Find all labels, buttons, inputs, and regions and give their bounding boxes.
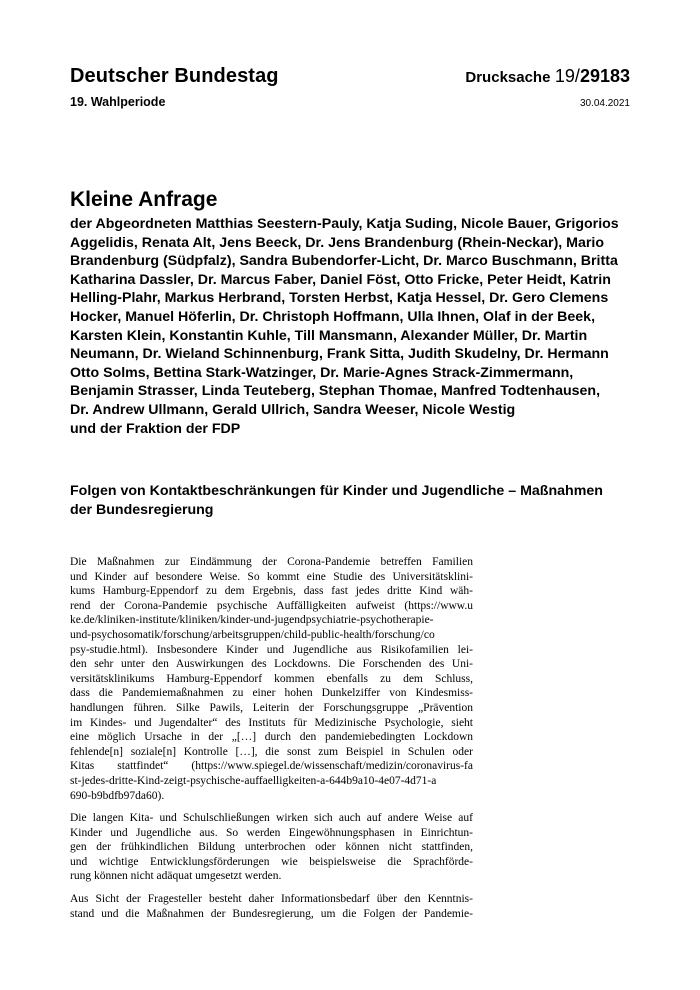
authors-line: Brandenburg (Südpfalz), Sandra Bubendorfer-Licht, Dr. Marco Buschmann, Britta <box>70 253 618 270</box>
authors-line: Dr. Andrew Ullmann, Gerald Ullrich, Sandra Weeser, Nicole Westig <box>70 401 516 418</box>
legislative-period: 19. Wahlperiode <box>70 95 166 109</box>
text-line: gen der frühkindlichen Bildung unterbrochen oder können nicht stattfinden, <box>70 841 473 854</box>
authors-line: Helling-Plahr, Markus Herbrand, Torsten Herbst, Katja Hessel, Dr. Gero Clemens <box>70 290 609 307</box>
text-line: handlungen führen. Silke Pawils, Leiterin der Forschungsgruppe „Prävention <box>70 701 473 714</box>
text-line: rend der Corona-Pandemie psychische Auffälligkeiten aufweist (https://www.u <box>70 599 473 612</box>
authors-line: Otto Solms, Bettina Stark-Watzinger, Dr. Marie-Agnes Strack-Zimmermann, <box>70 364 574 381</box>
text-line: und-psychosomatik/forschung/arbeitsgruppen/child-public-health/forschung/co <box>70 628 435 641</box>
authors-line: Hocker, Manuel Höferlin, Dr. Christoph Hoffmann, Ulla Ihnen, Olaf in der Beek, <box>70 308 596 325</box>
text-line: Aus Sicht der Fragesteller besteht daher Informationsbedarf über den Kenntnis- <box>70 893 473 906</box>
text-line: 690-b9bdfb97da60). <box>70 789 165 802</box>
authors-line: und der Fraktion der FDP <box>70 420 241 437</box>
parliament-title: Deutscher Bundestag <box>70 65 279 87</box>
text-line: stand und die Maßnahmen der Bundesregierung, um die Folgen der Pandemie- <box>70 907 473 920</box>
authors-line: Karsten Klein, Konstantin Kuhle, Till Mansmann, Alexander Müller, Dr. Martin <box>70 327 588 344</box>
authors-block <box>70 215 632 438</box>
paragraph <box>70 811 473 884</box>
document-date: 30.04.2021 <box>579 98 630 109</box>
text-line: versitätsklinikums Hamburg-Eppendorf kommen ebenfalls zu dem Schluss, <box>70 672 473 685</box>
drucksache-prefix: 19/ <box>554 66 580 86</box>
text-line: ke.de/kliniken-institute/kliniken/kinder-und-jugendpsychiatrie-psychotherapie- <box>70 614 434 627</box>
document-type-heading: Kleine Anfrage <box>70 188 218 211</box>
authors-line: Neumann, Dr. Wieland Schinnenburg, Frank Sitta, Judith Skudelny, Dr. Hermann <box>70 346 609 363</box>
subject-heading <box>70 482 640 519</box>
authors-line: Katharina Dassler, Dr. Marcus Faber, Daniel Föst, Otto Fricke, Peter Heidt, Katrin <box>70 271 611 288</box>
text-line: Kinder und Jugendliche aus. So werden Eingewöhnungsphasen in Einrichtun- <box>70 826 473 839</box>
text-line: und wichtige Entwicklungsförderungen wie beispielsweise die Sprachförde- <box>70 855 473 868</box>
drucksache-id: 29183 <box>579 66 630 86</box>
text-line: Kitas stattfindet“ (https://www.spiegel.de/wissenschaft/medizin/coronavirus-fa <box>70 760 473 773</box>
document-header-left <box>70 64 279 109</box>
text-line: Die langen Kita- und Schulschließungen wirken sich auch auf andere Weise auf <box>70 812 473 825</box>
text-line: den sehr unter den Auswirkungen des Lockdowns. Die Forschenden des Uni- <box>70 658 473 671</box>
text-line: fehlende[n] soziale[n] Kontrolle […], die sonst zum Beispiel in Schulen oder <box>70 745 473 758</box>
paragraph <box>70 892 473 921</box>
text-line: st-jedes-dritte-Kind-zeigt-psychische-auffaelligkeiten-a-644b9a10-4e07-4d71-a <box>70 774 437 787</box>
text-line: dass die Pandemiemaßnahmen zu einer hohen Dunkelziffer von Kindesmiss- <box>70 687 473 700</box>
document-header-right <box>465 65 630 109</box>
drucksache-label: Drucksache <box>465 69 551 86</box>
text-line: rung können nicht adäquat umgesetzt werden. <box>70 870 282 883</box>
text-line: psy-studie.html). Insbesondere Kinder und Jugendliche aus Risikofamilien lei- <box>70 643 473 656</box>
authors-line: Aggelidis, Renata Alt, Jens Beeck, Dr. Jens Brandenburg (Rhein-Neckar), Mario <box>70 234 605 251</box>
text-line: kums Hamburg-Eppendorf zu dem Ergebnis, dass fast jedes dritte Kind wäh- <box>70 585 473 598</box>
text-line: eine möglich Ursache in der „[…] durch den pandemiebedingten Lockdown <box>70 731 473 744</box>
drucksache-number <box>465 65 630 89</box>
authors-line: Benjamin Strasser, Linda Teuteberg, Stephan Thomae, Manfred Todtenhausen, <box>70 383 601 400</box>
body-text <box>70 555 473 929</box>
paragraph <box>70 555 473 803</box>
authors-line: der Abgeordneten Matthias Seestern-Pauly, Katja Suding, Nicole Bauer, Grigorios <box>70 216 619 232</box>
text-line: und Kinder auf besondere Weise. So kommt eine Studie des Universitätsklini- <box>70 570 473 583</box>
text-line: Die Maßnahmen zur Eindämmung der Corona-Pandemie betreffen Familien <box>70 556 473 568</box>
subject-line: der Bundesregierung <box>70 501 214 518</box>
text-line: im Kindes- und Jugendalter“ des Instituts für Medizinische Psychologie, sieht <box>70 716 473 729</box>
subject-line: Folgen von Kontaktbeschränkungen für Kinder und Jugendliche – Maßnahmen <box>70 483 603 499</box>
